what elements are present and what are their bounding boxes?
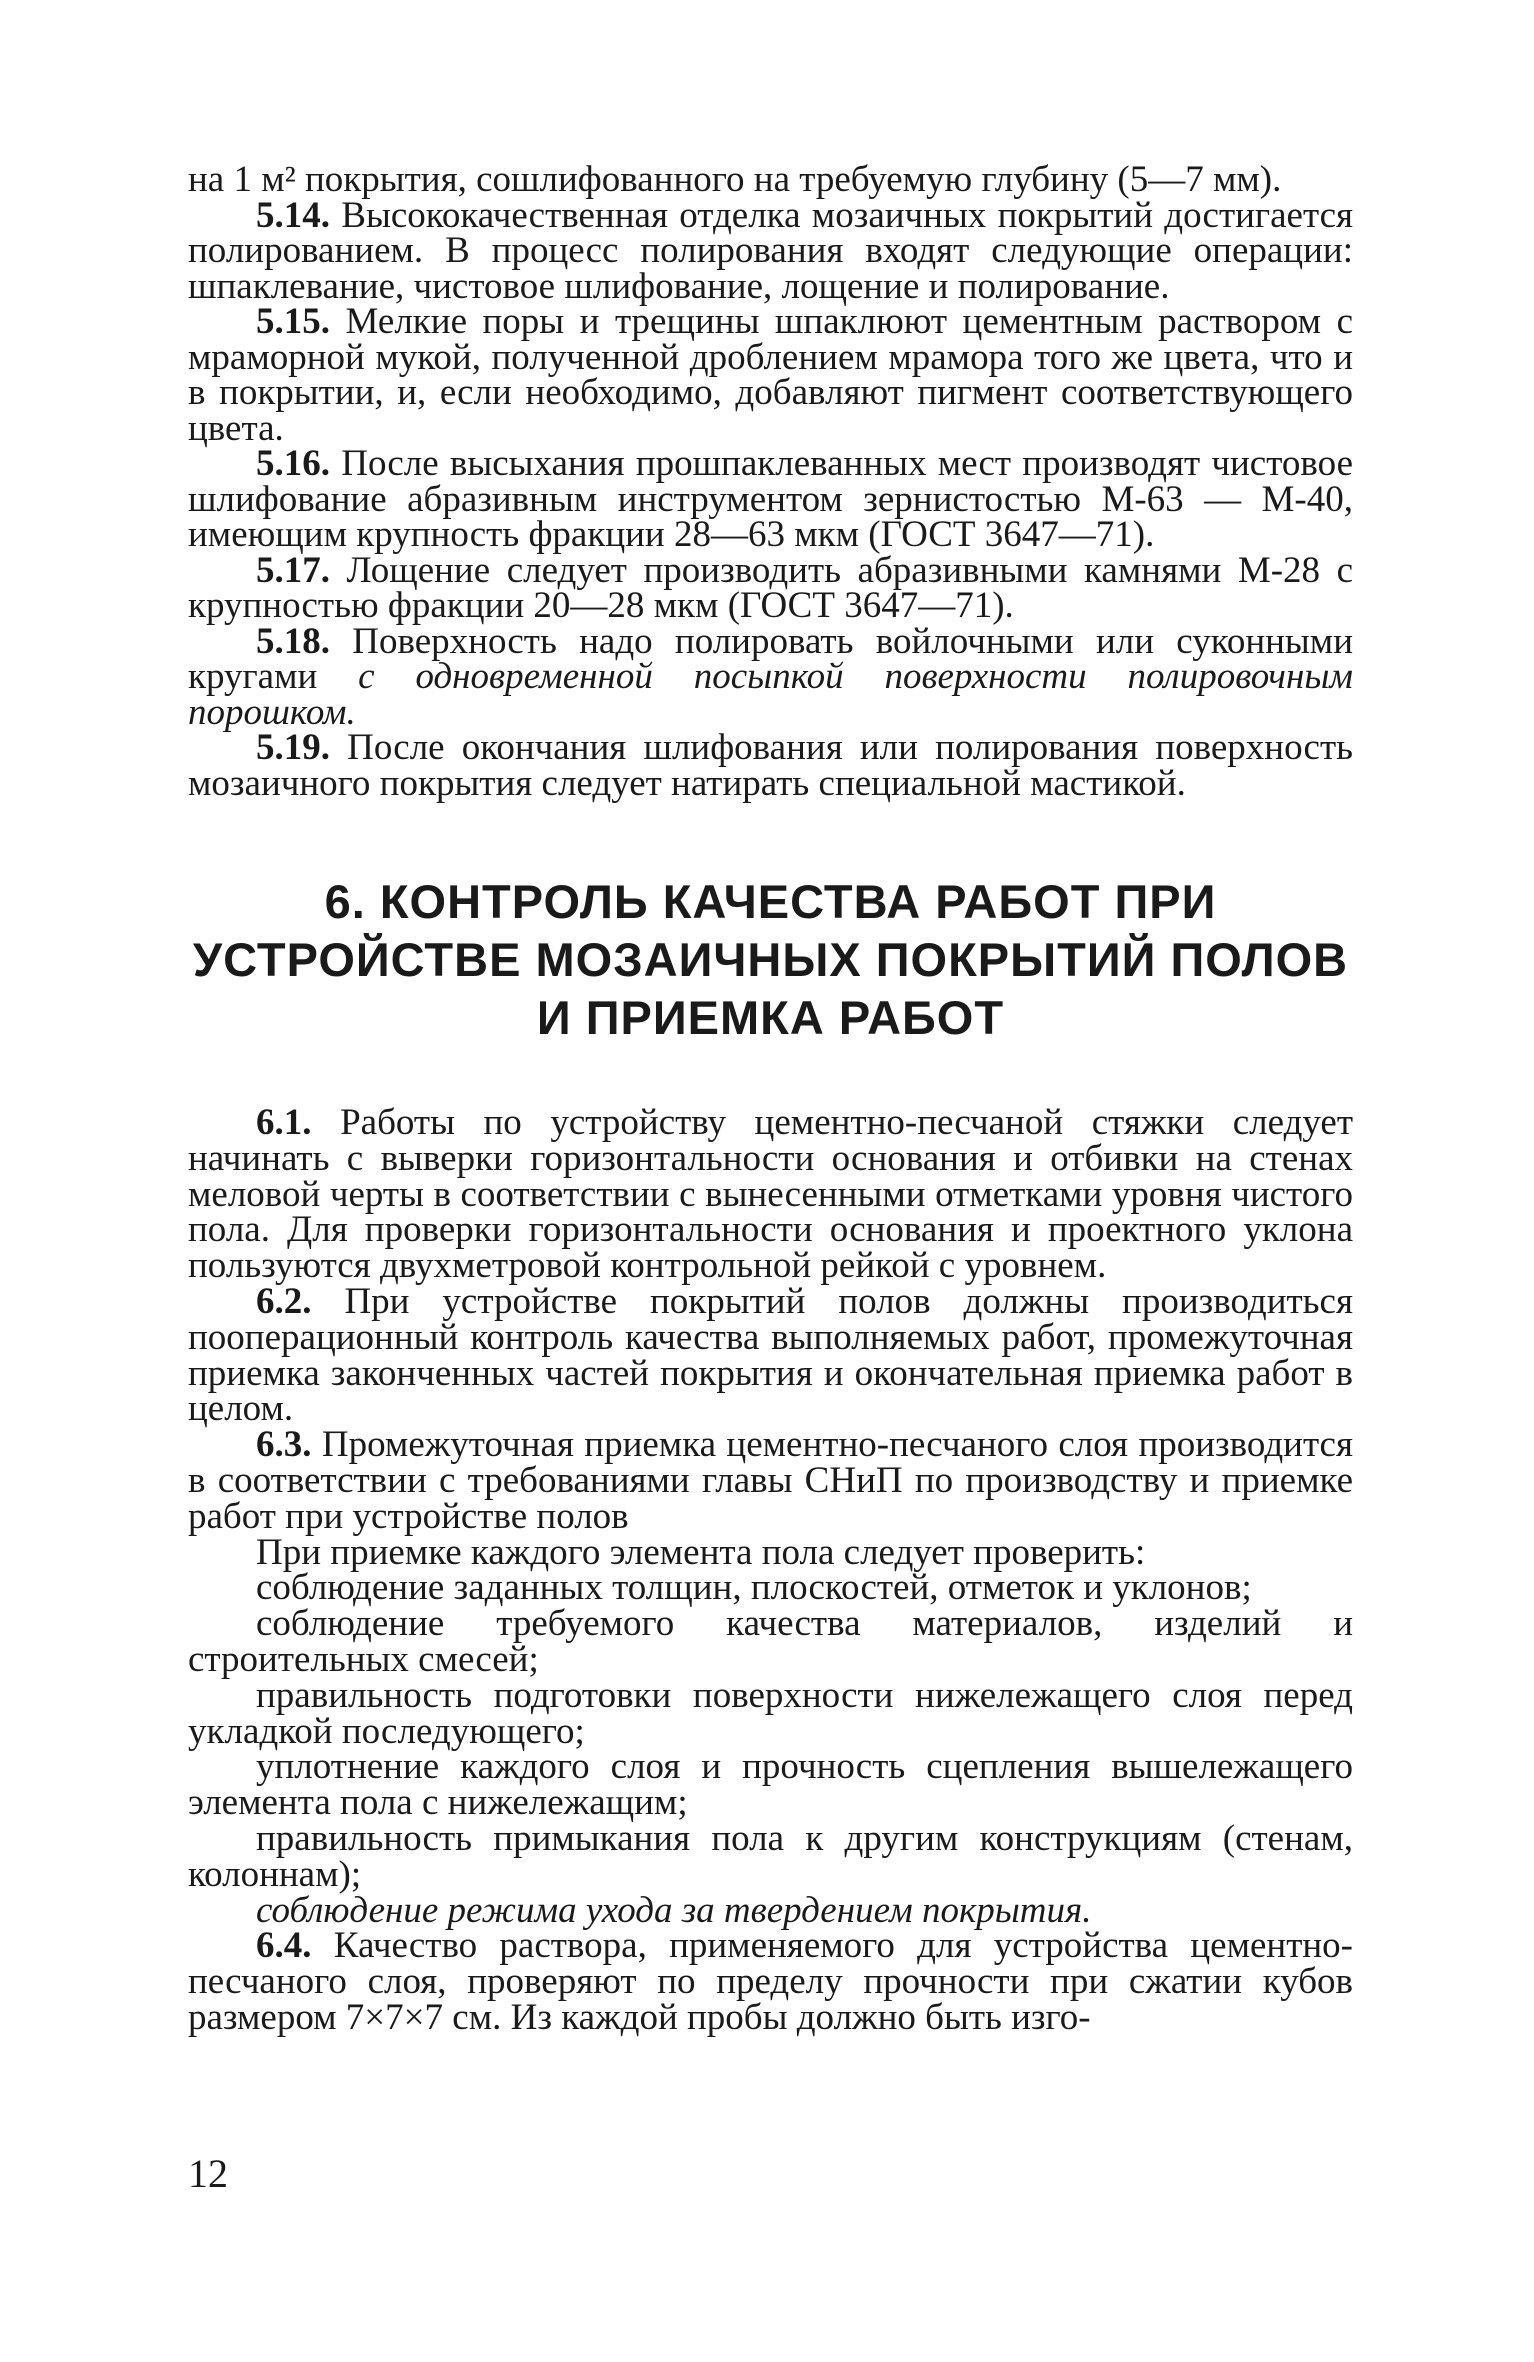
clause-text: Промежуточная приемка цементно-песчаного слоя производится в соответствии с требованиями главы СНиП по производству и приемке работ при устройстве полов [188,1424,1354,1537]
page-number: 12 [188,2151,228,2196]
clause-5-18 [188,620,1354,733]
clause-5-15 [188,301,1353,449]
clause-text: Высококачественная отделка мозаичных покрытий достигается полированием. В процесс полирования входят следующие операции: шпаклевание, чистовое шлифование, лощение и полирование. [188,194,1354,307]
clause-5-16 [188,443,1353,555]
clause-text: После высыхания прошпаклеванных мест производят чистовое шлифование абразивным инструментом зернистостью М-63 — М-40, имеющим крупность фракции 28—63 мкм (ГОСТ 3647—71). [188,443,1353,555]
clause-text: Мелкие поры и трещины шпаклюют цементным раствором с мраморной мукой, полученной дроблением мрамора того же цвета, что и в покрытии, и, если необходимо, добавляют пигмент соответствующего цвета. [188,301,1353,449]
clause-number: 5.16. [256,443,330,484]
heading-line-2: УСТРОЙСТВЕ МОЗАИЧНЫХ ПОКРЫТИЙ ПОЛОВ [192,933,1349,986]
clause-text: Лощение следует производить абразивными камнями М-28 с крупностью фракции 20—28 мкм (ГОСТ 3647—71). [188,549,1354,626]
clause-number: 5.17. [256,549,330,591]
heading-line-3: И ПРИЕМКА РАБОТ [536,991,1005,1044]
check-item: соблюдение требуемого качества материалов, изделий и строительных смесей; [188,1603,1353,1680]
clause-6-4 [188,1925,1353,2038]
clause-number: 6.4. [256,1925,312,1967]
clause-number: 5.14. [256,194,330,236]
check-item: правильность подготовки поверхности нижележащего слоя перед укладкой последующего; [188,1674,1353,1752]
clause-5-19 [188,727,1353,804]
clause-6-2 [188,1280,1353,1430]
clause-number: 6.1. [256,1102,312,1143]
clause-text: После окончания шлифования или полирования поверхность мозаичного покрытия следует натирать специальной мастикой. [188,727,1353,804]
document-page [188,159,1354,2038]
clause-number: 5.19. [256,727,330,768]
section-6-body [188,1102,1354,2038]
clause-number: 6.2. [256,1280,312,1322]
check-item: правильность примыкания пола к другим конструкциям (стенам, колоннам); [188,1817,1353,1895]
clause-text-italic: с одновременной посыпкой поверхности полировочным порошком. [188,656,1353,733]
section-5-items [188,194,1354,804]
clause-number: 6.3. [256,1424,312,1466]
section-6-heading [188,873,1353,1047]
clause-5-17 [188,549,1354,626]
check-item: соблюдение заданных толщин, плоскостей, отметок и уклонов; [256,1567,1252,1609]
check-item-italic: соблюдение режима ухода за твердением покрытия. [256,1889,1092,1931]
clause-text: При устройстве покрытий полов должны производиться пооперационный контроль качества выполняемых работ, промежуточная приемка законченных частей покрытия и окончательная приемка работ в целом. [188,1280,1353,1430]
heading-line-1: 6. КОНТРОЛЬ КАЧЕСТВА РАБОТ ПРИ [324,875,1217,928]
clause-number: 5.18. [256,620,330,662]
check-intro: При приемке каждого элемента пола следует проверить: [256,1531,1146,1573]
clause-6-1 [188,1102,1353,1287]
clause-text: Работы по устройству цементно-песчаной стяжки следует начинать с выверки горизонтальности основания и отбивки на стенах меловой черты в соответствии с вынесенными отметками уровня чистого пола. Для проверки горизонтальности основания и проектного уклона пользуются двухметровой контрольной рейкой с уровнем. [188,1102,1353,1287]
check-item: уплотнение каждого слоя и прочность сцепления вышележащего элемента пола с нижележащим; [188,1746,1353,1824]
clause-text: Качество раствора, применяемого для устройства цементно-песчаного слоя, проверяют по пределу прочности при сжатии кубов размером 7×7×7 см. Из каждой пробы должно быть изго- [188,1925,1353,2038]
continuation-paragraph: на 1 м² покрытия, сошлифованного на требуемую глубину (5—7 мм). [188,159,1282,200]
clause-number: 5.15. [256,301,330,342]
clause-text: Поверхность надо полировать войлочными или суконными кругами [188,620,1354,697]
clause-6-3 [188,1424,1354,1537]
clause-5-14 [188,194,1354,307]
